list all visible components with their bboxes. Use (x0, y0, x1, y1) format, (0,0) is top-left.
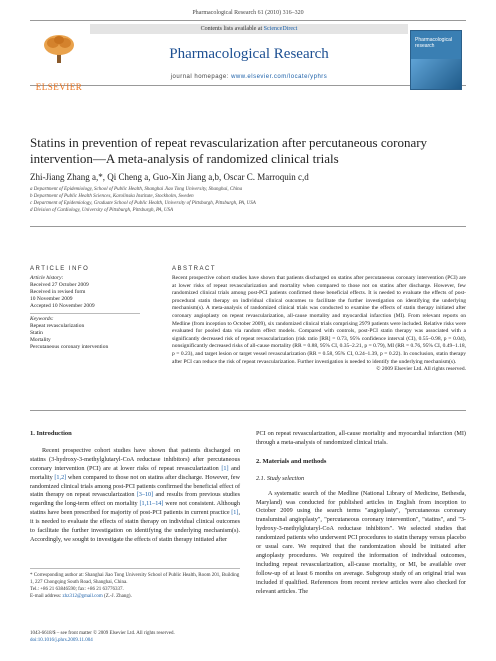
homepage-link[interactable]: www.elsevier.com/locate/yphrs (231, 74, 328, 80)
email-prefix: E-mail address: (30, 594, 63, 599)
affiliation-d: d Division of Cardiology, University of Pittsburgh, Pittsburgh, PA, USA (30, 208, 174, 213)
contact-phone: Tel.: +86 21 63846590; fax: +86 21 63776337. (30, 587, 124, 592)
history-label: Article history: (30, 275, 64, 281)
affiliation-c: c Department of Epidemiology, Graduate School of Public Health, University of Pittsburgh, Pittsburgh, PA, USA (30, 201, 256, 206)
corresponding-author-note: * Corresponding author at: Shanghai Jiao Tong University School of Public Health, Room 201, Building 1, 227 Chongqing South Road, Shanghai, China. (30, 573, 240, 585)
intro-text: , it is needed to evaluate the effects of statin therapy on individual clinical outcomes to facilitate the further investigation on identifying the underlying mechanism(s). Accordingly, we sought to investigate the effects of statin therapy initiated after (30, 509, 240, 543)
article-authors: Zhi-Jiang Zhang a,*, Qi Cheng a, Guo-Xin Jiang a,b, Oscar C. Marroquin c,d (30, 172, 309, 182)
keywords-label: Keywords: (30, 316, 54, 322)
abstract-text: Recent prospective cohort studies have shown that patients discharged on statins after percutaneous coronary intervention (PCI) are at lower risks of repeat revascularization and mortality when compared to those not on statins after discharge. However, few randomized clinical trials among post-PCI patients confirmed these beneficial effects. It is needed to evaluate the effects of post-procedural statin therapy on individual clinical outcomes to facilitate the further investigation on identifying the underlying mechanism(s). A meta-analysis of randomized clinical trials was conducted to examine the effects of statin therapy initiated after coronary angioplasty on repeat revascularization, all-cause mortality and myocardial infarction (MI). From relevant reports on Medline (from inception to October 2009), six randomized clinical trials comprising 2979 patients were included. Relative risks were evaluated for pooled data via random effect models. Compared with controls, post-PCI statin therapy was associated with a significantly decreased risk of repeat revascularization (risk ratio [RR] = 0.73, 95% confidence interval (CI), 0.55–0.98, p = 0.04), nonsignificantly decreased risks of all-cause mortality (RR = 0.88, 95% CI, 0.35–2.21, p = 0.79), MI (RR = 0.76, 95% CI, 0.49–1.18, p = 0.23), and target lesion or target vessel revascularization (RR = 0.58, 95% CI, 0.24–1.39, p = 0.22). In conclusion, statin therapy after PCI can reduce the risk of repeat revascularization. Further investigation is needed to identify the underlying mechanism(s). (172, 275, 466, 365)
intro-text: and mortality (30, 464, 240, 481)
methods-heading: 2. Materials and methods (256, 457, 327, 465)
contact-email-line (30, 593, 240, 600)
abstract-heading: ABSTRACT (172, 266, 217, 272)
study-selection-heading: 2.1. Study selection (256, 474, 305, 482)
intro-heading: 1. Introduction (30, 430, 72, 437)
abstract-body (172, 275, 466, 374)
cover-title-line2: research (415, 43, 435, 49)
sciencedirect-link[interactable]: ScienceDirect (263, 26, 298, 32)
contents-bar (90, 24, 408, 34)
journal-homepage (90, 74, 408, 80)
doi-link[interactable]: doi:10.1016/j.phrs.2009.11.004 (30, 638, 93, 643)
abstract-copyright: © 2009 Elsevier Ltd. All rights reserved. (376, 366, 466, 373)
email-suffix: (Z.-J. Zhang). (102, 594, 132, 599)
journal-cover-thumbnail (410, 30, 462, 90)
email-link[interactable]: zhz312@gmail.com (62, 594, 103, 599)
divider-bottom (30, 410, 466, 411)
keyword: Repeat revascularization (30, 323, 85, 329)
body-column-right (256, 430, 466, 597)
revised-line2: 10 November 2009 (30, 296, 73, 302)
citation-link[interactable]: [1] (231, 509, 239, 517)
journal-title: Pharmacological Research (169, 46, 329, 62)
right-paragraph-2: A systematic search of the Medline (National Library of Medicine, Bethesda, Maryland) was conducted for published articles in English from inception to October 2009 using the search terms "angioplasty", "percutaneous coronary transluminal angioplasty", "percutaneous coronary intervention", "statins", and "3-hydroxy-3-methylglutaryl-CoA reductase inhibitors". We selected studies that randomized patients who underwent PCI procedures to statin therapy versus placebo or usual care. We required that the randomization should be initiated after angioplasty procedures. We required the information of individual outcomes, including repeat revascularization, all-cause mortality, or MI, be available over follow-up of at least 6 months on average. Subgroup study of an original trial was included if qualified. References from recent review articles were also checked for relevant articles. The (256, 489, 466, 595)
right-paragraph-1: PCI on repeat revascularization, all-cause mortality and myocardial infarction (MI) through a meta-analysis of randomized clinical trials. (256, 430, 466, 446)
affiliation-a: a Department of Epidemiology, School of Public Health, Shanghai Jiao Tong University, Shanghai, China (30, 187, 243, 192)
cover-title-line1: Pharmacological (415, 37, 452, 43)
received-date: Received 27 October 2009 (30, 282, 89, 288)
elsevier-tree-icon (42, 34, 76, 64)
article-title: Statins in prevention of repeat revascularization after percutaneous coronary intervention—A meta-analysis of randomized clinical trials (30, 135, 428, 166)
accepted-date: Accepted 10 November 2009 (30, 303, 95, 309)
homepage-prefix: journal homepage: (170, 74, 232, 80)
divider-top (30, 226, 466, 227)
cover-image (411, 59, 461, 89)
intro-paragraph (30, 447, 240, 545)
intro-text: when compared to those not on statins after discharge. However, few randomized clinical trials among post-PCI patients confirmed the beneficial effect of statin therapy on repeat revascularization (30, 473, 240, 499)
journal-reference: Pharmacological Research 61 (2010) 316–320 (192, 10, 304, 16)
article-info (30, 275, 150, 351)
intro-text: were not consistent. Although statins have been prescribed for majority of post-PCI patients in current practice (30, 500, 240, 517)
issn-block (30, 630, 240, 644)
elsevier-logo (32, 34, 86, 82)
body-column-left (30, 430, 240, 545)
keyword: Mortality (30, 337, 51, 343)
intro-text: and results from previous studies regarding the long-term effect on mortality (30, 491, 240, 508)
keyword: Statin (30, 330, 43, 336)
revised-line1: Received in revised form (30, 289, 86, 295)
article-info-heading: ARTICLE INFO (30, 266, 90, 272)
keyword: Percutaneous coronary intervention (30, 344, 109, 350)
publisher-name: ELSEVIER (35, 82, 83, 92)
cover-title (415, 37, 452, 49)
citation-link[interactable]: [3–10] (136, 491, 154, 499)
contents-prefix: Contents lists available at (200, 26, 264, 32)
info-separator (30, 313, 140, 314)
citation-link[interactable]: [1] (221, 464, 229, 472)
issn-line: 1043-6618/$ – see front matter © 2009 Elsevier Ltd. All rights reserved. (30, 631, 175, 636)
intro-text: Recent prospective cohort studies have shown that patients discharged on statins (3-hydroxy-3-methylglutaryl-CoA reductase inhibitors) after percutaneous coronary intervention (PCI) are at lower risks of repeat revascularization (30, 446, 240, 472)
citation-link[interactable]: [1,11–14] (139, 500, 164, 508)
affiliation-b: b Department of Public Health Sciences, Karolinska Institute, Stockholm, Sweden (30, 194, 194, 199)
citation-link[interactable]: [1,2] (54, 473, 67, 481)
footnotes (30, 568, 240, 600)
